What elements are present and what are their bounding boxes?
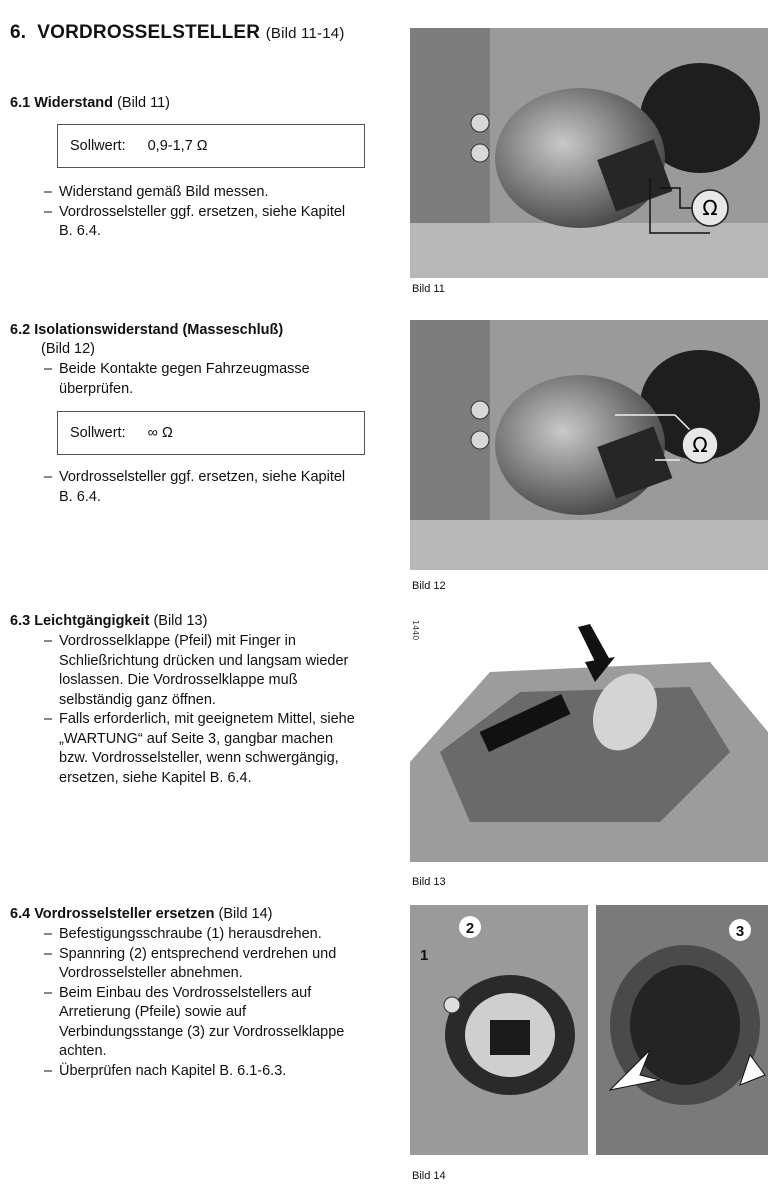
section-6-2-list	[44, 468, 362, 507]
section-6-1-heading	[10, 94, 170, 113]
section-title: Widerstand	[34, 95, 114, 111]
label-3: 3	[735, 923, 745, 940]
list-item: – Spannring (2) entsprechend verdrehen und Vordrosselsteller abnehmen.	[44, 945, 369, 984]
title-ref: (Bild 11-14)	[265, 25, 345, 42]
list-item: – Vordrosselsteller ggf. ersetzen, siehe Kapitel B. 6.4.	[44, 468, 362, 507]
sollwert-value: 0,9-1,7 Ω	[147, 138, 208, 154]
sollwert-label: Sollwert:	[70, 425, 126, 441]
sollwert-box-6-1	[57, 124, 365, 168]
list-item: – Beim Einbau des Vordrosselstellers auf Arretierung (Pfeile) sowie auf Verbindungsstange (3) zur Vordrosselklappe achten.	[44, 984, 369, 1062]
section-number: 6.3	[10, 613, 31, 629]
label-2: 2	[465, 920, 475, 937]
figure-side-label: 1440	[411, 620, 420, 641]
label-1: 1	[420, 947, 429, 964]
sollwert-box-6-2	[57, 411, 365, 455]
section-number: 6.1	[10, 95, 31, 111]
list-item: – Überprüfen nach Kapitel B. 6.1-6.3.	[44, 1062, 369, 1082]
section-ref: (Bild 11)	[117, 95, 170, 111]
section-6-3-list	[44, 632, 366, 788]
sollwert-value: ∞ Ω	[147, 425, 173, 441]
title-number: 6.	[10, 22, 27, 43]
list-item: – Vordrosselklappe (Pfeil) mit Finger in Schließrichtung drücken und langsam wieder loslassen. Die Vordrosselklappe muß selbständig ganz öffnen.	[44, 632, 366, 710]
section-title: Isolationswiderstand (Masseschluß)	[34, 322, 284, 338]
figure-14-photo	[410, 905, 768, 1155]
list-item: – Widerstand gemäß Bild messen.	[44, 183, 362, 203]
figure-11-caption: Bild 11	[412, 283, 445, 295]
figure-14-illustration	[410, 905, 768, 1155]
figure-13-illustration	[410, 612, 768, 862]
figure-12-caption: Bild 12	[412, 580, 446, 592]
section-6-4-heading	[10, 905, 273, 924]
figure-11-illustration	[410, 28, 768, 278]
ohm-symbol: Ω	[702, 196, 718, 220]
section-6-2-heading	[10, 321, 355, 359]
section-6-2-prelist	[44, 360, 362, 399]
section-ref: (Bild 13)	[153, 613, 208, 629]
section-title: Vordrosselsteller ersetzen	[34, 906, 215, 922]
figure-12-photo	[410, 320, 768, 570]
section-6-3-heading	[10, 612, 207, 631]
list-item: – Vordrosselsteller ggf. ersetzen, siehe Kapitel B. 6.4.	[44, 203, 362, 242]
sollwert-label: Sollwert:	[70, 138, 126, 154]
list-item: – Beide Kontakte gegen Fahrzeugmasse überprüfen.	[44, 360, 362, 399]
list-item: – Falls erforderlich, mit geeignetem Mittel, siehe „WARTUNG“ auf Seite 3, gangbar machen bzw. Vordrosselsteller, wenn schwergängig, ersetzen, siehe Kapitel B. 6.4.	[44, 710, 366, 788]
page-title	[10, 22, 345, 44]
section-6-4-list	[44, 925, 369, 1081]
section-number: 6.2	[10, 322, 31, 338]
ohm-symbol: Ω	[692, 433, 708, 457]
figure-13-photo	[410, 612, 768, 862]
figure-12-illustration	[410, 320, 768, 570]
section-title: Leichtgängigkeit	[34, 613, 150, 629]
title-text: VORDROSSELSTELLER	[37, 22, 261, 43]
figure-14-caption: Bild 14	[412, 1170, 446, 1182]
figure-13-caption: Bild 13	[412, 876, 446, 888]
section-ref: (Bild 14)	[218, 906, 273, 922]
section-6-1-list	[44, 183, 362, 242]
figure-11-photo	[410, 28, 768, 278]
section-ref: (Bild 12)	[41, 341, 95, 357]
list-item: – Befestigungsschraube (1) herausdrehen.	[44, 925, 369, 945]
section-number: 6.4	[10, 906, 31, 922]
